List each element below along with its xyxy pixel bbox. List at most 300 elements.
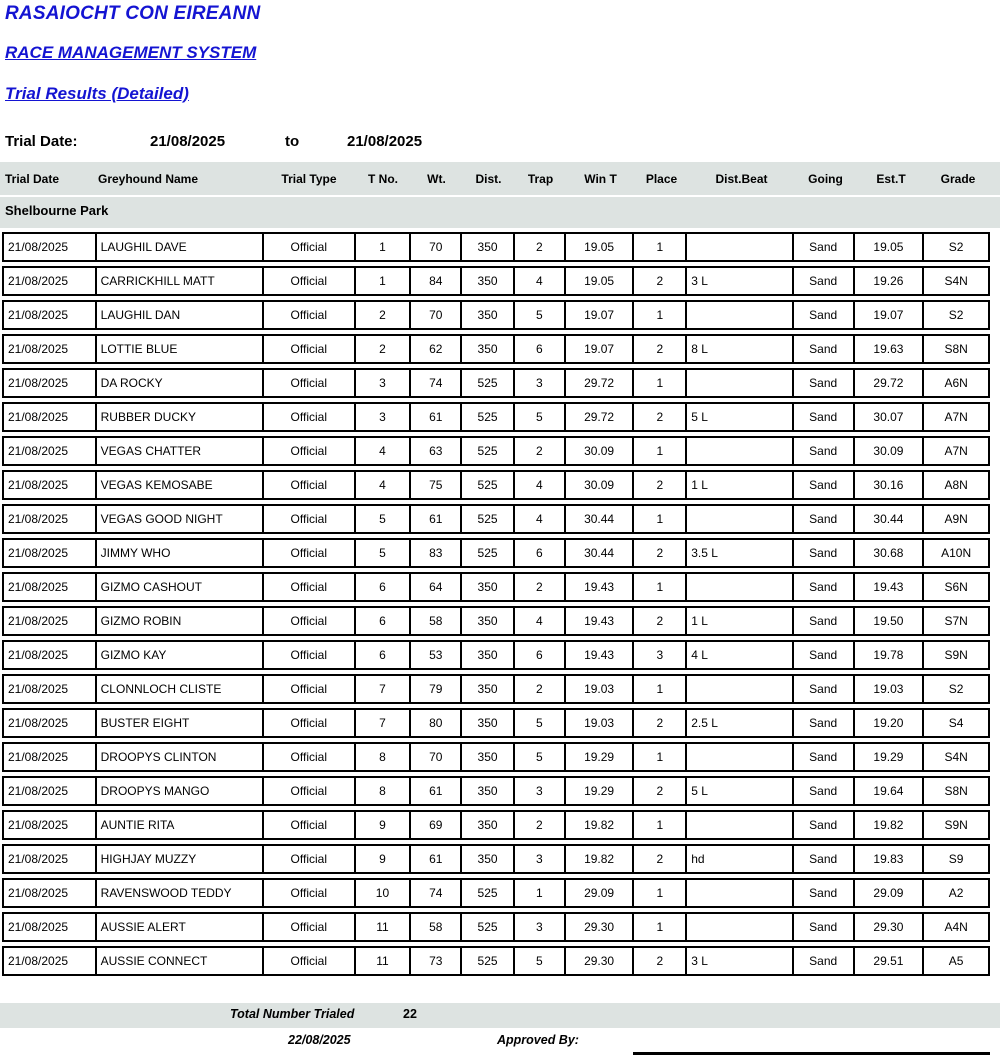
table-cell: 1 bbox=[356, 234, 412, 260]
table-cell: 1 bbox=[634, 438, 687, 464]
table-cell: 19.20 bbox=[855, 710, 925, 736]
table-cell: 5 bbox=[515, 302, 566, 328]
table-cell: 19.63 bbox=[855, 336, 925, 362]
table-cell: 21/08/2025 bbox=[4, 744, 97, 770]
table-cell: 1 bbox=[634, 574, 687, 600]
table-cell: 5 bbox=[356, 540, 412, 566]
table-cell: S2 bbox=[948, 682, 964, 696]
table-cell: VEGAS KEMOSABE bbox=[97, 472, 264, 498]
table-cell: Official bbox=[264, 880, 356, 906]
column-header: Win T bbox=[584, 171, 617, 186]
approved-by-label: Approved By: bbox=[497, 1033, 579, 1047]
table-cell: A7N bbox=[944, 444, 968, 458]
table-cell: Sand bbox=[794, 336, 855, 362]
total-trialed-value: 22 bbox=[403, 1007, 417, 1021]
table-cell: Official bbox=[264, 506, 356, 532]
table-cell: Sand bbox=[794, 404, 855, 430]
table-cell: 19.50 bbox=[855, 608, 925, 634]
table-cell: 19.82 bbox=[566, 812, 635, 838]
table-cell: Official bbox=[264, 608, 356, 634]
table-cell: Sand bbox=[794, 268, 855, 294]
table-cell: 2 bbox=[634, 336, 687, 362]
table-cell: RAVENSWOOD TEDDY bbox=[97, 880, 264, 906]
table-cell: 3 bbox=[634, 642, 687, 668]
table-row bbox=[2, 436, 990, 466]
table-cell: 2 bbox=[515, 234, 566, 260]
table-cell bbox=[687, 880, 794, 906]
table-cell: 5 bbox=[515, 744, 566, 770]
table-cell: Sand bbox=[794, 506, 855, 532]
table-cell: S8N bbox=[944, 784, 968, 798]
table-cell: 19.29 bbox=[855, 744, 925, 770]
table-cell: 4 bbox=[356, 472, 412, 498]
table-cell: 30.44 bbox=[566, 506, 635, 532]
table-cell: 3 bbox=[515, 370, 566, 396]
table-cell: S4N bbox=[944, 750, 968, 764]
table-cell: Official bbox=[264, 710, 356, 736]
table-cell: 61 bbox=[411, 404, 462, 430]
table-cell: 30.07 bbox=[855, 404, 925, 430]
table-cell: 29.72 bbox=[855, 370, 925, 396]
table-cell: 525 bbox=[462, 404, 515, 430]
table-cell bbox=[687, 302, 794, 328]
table-cell: 19.05 bbox=[855, 234, 925, 260]
table-cell: 29.72 bbox=[566, 404, 635, 430]
table-cell: 1 bbox=[634, 234, 687, 260]
table-cell: 525 bbox=[462, 914, 515, 940]
table-cell: 3 bbox=[515, 914, 566, 940]
table-cell: 1 bbox=[634, 812, 687, 838]
table-cell: 53 bbox=[411, 642, 462, 668]
table-cell: Sand bbox=[794, 302, 855, 328]
column-header: Est.T bbox=[876, 171, 906, 186]
table-cell: 350 bbox=[462, 234, 515, 260]
table-cell: 2 bbox=[634, 472, 687, 498]
table-cell: 21/08/2025 bbox=[4, 302, 97, 328]
table-cell: 4 bbox=[515, 608, 566, 634]
table-cell: Official bbox=[264, 302, 356, 328]
table-cell: 84 bbox=[411, 268, 462, 294]
table-cell: A10N bbox=[941, 546, 972, 560]
table-cell: 80 bbox=[411, 710, 462, 736]
table-cell bbox=[687, 234, 794, 260]
table-cell: 21/08/2025 bbox=[4, 438, 97, 464]
table-cell: HIGHJAY MUZZY bbox=[97, 846, 264, 872]
table-cell: 5 L bbox=[687, 778, 794, 804]
table-cell: 8 bbox=[356, 778, 412, 804]
table-cell: DROOPYS MANGO bbox=[97, 778, 264, 804]
table-cell: Sand bbox=[794, 914, 855, 940]
table-cell: 9 bbox=[356, 812, 412, 838]
table-cell: 19.03 bbox=[566, 676, 635, 702]
column-header: Place bbox=[645, 171, 678, 186]
table-cell: Official bbox=[264, 472, 356, 498]
table-cell: 525 bbox=[462, 880, 515, 906]
table-cell: 9 bbox=[356, 846, 412, 872]
table-cell: JIMMY WHO bbox=[97, 540, 264, 566]
table-cell: A4N bbox=[944, 920, 968, 934]
table-cell: 21/08/2025 bbox=[4, 234, 97, 260]
table-cell: 1 bbox=[634, 370, 687, 396]
table-cell: 30.44 bbox=[855, 506, 925, 532]
table-cell: 1 bbox=[515, 880, 566, 906]
table-cell: A5 bbox=[948, 954, 964, 968]
table-cell: Sand bbox=[794, 846, 855, 872]
table-cell: 350 bbox=[462, 676, 515, 702]
table-cell: 29.09 bbox=[566, 880, 635, 906]
table-cell: Sand bbox=[794, 778, 855, 804]
table-cell bbox=[687, 676, 794, 702]
table-cell: DA ROCKY bbox=[97, 370, 264, 396]
table-cell: A6N bbox=[944, 376, 968, 390]
table-cell: 21/08/2025 bbox=[4, 846, 97, 872]
table-cell: 2 bbox=[515, 676, 566, 702]
table-row bbox=[2, 946, 990, 976]
table-cell: Official bbox=[264, 846, 356, 872]
table-cell: Official bbox=[264, 744, 356, 770]
table-cell: 2.5 L bbox=[687, 710, 794, 736]
table-cell: 1 L bbox=[687, 472, 794, 498]
table-cell: 5 bbox=[515, 710, 566, 736]
table-cell: 350 bbox=[462, 642, 515, 668]
trial-date-to: 21/08/2025 bbox=[347, 133, 423, 150]
table-cell: 19.05 bbox=[566, 268, 635, 294]
column-header: Dist. bbox=[475, 171, 502, 186]
table-cell: RUBBER DUCKY bbox=[97, 404, 264, 430]
table-cell: Sand bbox=[794, 472, 855, 498]
table-cell: 21/08/2025 bbox=[4, 472, 97, 498]
table-cell: VEGAS CHATTER bbox=[97, 438, 264, 464]
table-cell: GIZMO KAY bbox=[97, 642, 264, 668]
table-cell: 58 bbox=[411, 608, 462, 634]
table-cell: 11 bbox=[356, 914, 412, 940]
table-cell: 74 bbox=[411, 370, 462, 396]
table-cell: 1 bbox=[634, 914, 687, 940]
table-cell: A7N bbox=[944, 410, 968, 424]
table-cell: 2 bbox=[634, 710, 687, 736]
table-cell: 19.03 bbox=[855, 676, 925, 702]
table-cell: Official bbox=[264, 336, 356, 362]
table-cell: Sand bbox=[794, 710, 855, 736]
table-cell: Sand bbox=[794, 540, 855, 566]
table-body bbox=[0, 232, 990, 980]
table-cell: S4N bbox=[944, 274, 968, 288]
table-cell: S9 bbox=[948, 852, 964, 866]
column-header: T No. bbox=[368, 171, 398, 186]
table-cell: 19.29 bbox=[566, 778, 635, 804]
table-cell: 29.51 bbox=[855, 948, 925, 974]
table-cell: 21/08/2025 bbox=[4, 540, 97, 566]
signature-line bbox=[633, 1052, 990, 1055]
table-cell: Sand bbox=[794, 948, 855, 974]
table-cell: Official bbox=[264, 234, 356, 260]
table-cell: Official bbox=[264, 404, 356, 430]
table-cell: 21/08/2025 bbox=[4, 642, 97, 668]
table-cell: 69 bbox=[411, 812, 462, 838]
table-cell: 350 bbox=[462, 302, 515, 328]
table-cell: 19.82 bbox=[855, 812, 925, 838]
table-cell: 3 bbox=[515, 846, 566, 872]
table-cell: S2 bbox=[948, 308, 964, 322]
table-cell: 30.09 bbox=[566, 438, 635, 464]
table-cell: 21/08/2025 bbox=[4, 268, 97, 294]
table-cell: 73 bbox=[411, 948, 462, 974]
table-cell: 3 bbox=[356, 404, 412, 430]
column-header: Wt. bbox=[427, 171, 446, 186]
table-row bbox=[2, 776, 990, 806]
table-cell: Sand bbox=[794, 608, 855, 634]
table-cell: 1 bbox=[634, 744, 687, 770]
table-cell bbox=[687, 744, 794, 770]
trial-date-label: Trial Date: bbox=[5, 133, 78, 150]
table-header-band bbox=[0, 162, 1000, 195]
table-cell: GIZMO ROBIN bbox=[97, 608, 264, 634]
table-cell: 2 bbox=[515, 574, 566, 600]
table-cell: Official bbox=[264, 948, 356, 974]
table-cell: 350 bbox=[462, 744, 515, 770]
table-cell: Official bbox=[264, 914, 356, 940]
table-cell: Sand bbox=[794, 744, 855, 770]
table-cell: 4 bbox=[515, 506, 566, 532]
table-cell: Official bbox=[264, 370, 356, 396]
table-cell: A9N bbox=[944, 512, 968, 526]
table-cell: 30.09 bbox=[855, 438, 925, 464]
table-row bbox=[2, 878, 990, 908]
table-cell: S8N bbox=[944, 342, 968, 356]
table-cell: 19.78 bbox=[855, 642, 925, 668]
table-cell: Official bbox=[264, 268, 356, 294]
table-cell: S9N bbox=[944, 648, 968, 662]
table-cell: S4 bbox=[948, 716, 964, 730]
trial-date-from: 21/08/2025 bbox=[150, 133, 226, 150]
table-cell: 6 bbox=[515, 642, 566, 668]
table-cell: Official bbox=[264, 574, 356, 600]
table-cell: 525 bbox=[462, 540, 515, 566]
table-cell: 3 L bbox=[687, 268, 794, 294]
table-cell: 8 L bbox=[687, 336, 794, 362]
table-cell: LAUGHIL DAVE bbox=[97, 234, 264, 260]
table-cell: 29.30 bbox=[855, 914, 925, 940]
table-cell: 21/08/2025 bbox=[4, 710, 97, 736]
table-row bbox=[2, 640, 990, 670]
organisation-title: RASAIOCHT CON EIREANN bbox=[5, 3, 261, 24]
table-cell: 525 bbox=[462, 438, 515, 464]
table-cell: 1 L bbox=[687, 608, 794, 634]
table-cell: 61 bbox=[411, 846, 462, 872]
table-cell: S2 bbox=[948, 240, 964, 254]
table-cell: LAUGHIL DAN bbox=[97, 302, 264, 328]
table-cell bbox=[687, 438, 794, 464]
table-cell: 2 bbox=[634, 948, 687, 974]
table-cell: LOTTIE BLUE bbox=[97, 336, 264, 362]
table-cell: 21/08/2025 bbox=[4, 676, 97, 702]
total-trialed-label: Total Number Trialed bbox=[230, 1007, 355, 1021]
table-cell: Sand bbox=[794, 370, 855, 396]
table-cell: 64 bbox=[411, 574, 462, 600]
table-cell: 350 bbox=[462, 778, 515, 804]
table-cell: 21/08/2025 bbox=[4, 812, 97, 838]
table-row bbox=[2, 266, 990, 296]
table-cell bbox=[687, 506, 794, 532]
table-cell: Official bbox=[264, 438, 356, 464]
table-cell: 2 bbox=[634, 268, 687, 294]
table-cell: CLONNLOCH CLISTE bbox=[97, 676, 264, 702]
table-cell: Sand bbox=[794, 880, 855, 906]
table-cell: hd bbox=[687, 846, 794, 872]
table-cell: 19.07 bbox=[855, 302, 925, 328]
table-cell: 4 bbox=[515, 472, 566, 498]
table-cell: 2 bbox=[634, 846, 687, 872]
table-cell: DROOPYS CLINTON bbox=[97, 744, 264, 770]
table-row bbox=[2, 300, 990, 330]
table-cell: 1 bbox=[356, 268, 412, 294]
table-row bbox=[2, 470, 990, 500]
report-title: Trial Results (Detailed) bbox=[5, 84, 189, 103]
column-header: Greyhound Name bbox=[98, 171, 199, 186]
table-cell: 2 bbox=[634, 540, 687, 566]
table-cell: Official bbox=[264, 778, 356, 804]
table-cell: A8N bbox=[944, 478, 968, 492]
table-cell: VEGAS GOOD NIGHT bbox=[97, 506, 264, 532]
column-header: Going bbox=[808, 171, 843, 186]
table-header-row bbox=[2, 162, 990, 195]
table-cell: S9N bbox=[944, 818, 968, 832]
track-band bbox=[0, 197, 1000, 228]
column-header: Dist.Beat bbox=[715, 171, 768, 186]
table-cell: 1 bbox=[634, 880, 687, 906]
table-cell: 2 bbox=[515, 438, 566, 464]
table-cell: 4 bbox=[515, 268, 566, 294]
table-cell bbox=[687, 914, 794, 940]
table-cell: 21/08/2025 bbox=[4, 336, 97, 362]
table-cell: 19.05 bbox=[566, 234, 635, 260]
table-cell: 74 bbox=[411, 880, 462, 906]
table-cell: 350 bbox=[462, 812, 515, 838]
table-cell: 7 bbox=[356, 710, 412, 736]
table-row bbox=[2, 232, 990, 262]
table-cell: 21/08/2025 bbox=[4, 506, 97, 532]
table-cell: 525 bbox=[462, 472, 515, 498]
table-cell: 350 bbox=[462, 710, 515, 736]
table-cell: 5 bbox=[515, 948, 566, 974]
column-header: Grade bbox=[940, 171, 976, 186]
table-cell: 6 bbox=[356, 642, 412, 668]
table-cell: 525 bbox=[462, 506, 515, 532]
table-cell: 30.44 bbox=[566, 540, 635, 566]
table-cell: 3 bbox=[515, 778, 566, 804]
table-cell: A2 bbox=[948, 886, 964, 900]
table-cell: Sand bbox=[794, 812, 855, 838]
table-cell: 63 bbox=[411, 438, 462, 464]
table-row bbox=[2, 334, 990, 364]
table-cell: 2 bbox=[356, 336, 412, 362]
table-cell: 30.09 bbox=[566, 472, 635, 498]
table-cell: AUSSIE ALERT bbox=[97, 914, 264, 940]
column-header: Trap bbox=[527, 171, 554, 186]
trial-date-to-label: to bbox=[285, 133, 300, 150]
table-cell: 70 bbox=[411, 302, 462, 328]
table-cell: Sand bbox=[794, 438, 855, 464]
table-cell: 350 bbox=[462, 574, 515, 600]
table-cell: 21/08/2025 bbox=[4, 404, 97, 430]
table-cell: 62 bbox=[411, 336, 462, 362]
table-cell: 29.30 bbox=[566, 914, 635, 940]
table-cell: 30.16 bbox=[855, 472, 925, 498]
table-cell: 19.83 bbox=[855, 846, 925, 872]
table-cell: 525 bbox=[462, 948, 515, 974]
table-cell: 350 bbox=[462, 268, 515, 294]
table-cell: 19.26 bbox=[855, 268, 925, 294]
table-cell: 21/08/2025 bbox=[4, 370, 97, 396]
table-cell: 29.09 bbox=[855, 880, 925, 906]
table-row bbox=[2, 368, 990, 398]
table-cell: 19.43 bbox=[566, 574, 635, 600]
table-cell: 2 bbox=[634, 778, 687, 804]
table-cell: 70 bbox=[411, 234, 462, 260]
table-cell: Sand bbox=[794, 234, 855, 260]
table-cell: 19.43 bbox=[566, 642, 635, 668]
table-cell: 21/08/2025 bbox=[4, 880, 97, 906]
system-title: RACE MANAGEMENT SYSTEM bbox=[5, 43, 257, 62]
table-row bbox=[2, 912, 990, 942]
table-cell: Official bbox=[264, 676, 356, 702]
table-cell: 21/08/2025 bbox=[4, 914, 97, 940]
table-cell bbox=[687, 574, 794, 600]
table-cell: AUSSIE CONNECT bbox=[97, 948, 264, 974]
table-cell: 3 bbox=[356, 370, 412, 396]
table-cell: 30.68 bbox=[855, 540, 925, 566]
table-row bbox=[2, 538, 990, 568]
table-cell: Official bbox=[264, 812, 356, 838]
table-cell: BUSTER EIGHT bbox=[97, 710, 264, 736]
table-cell: 21/08/2025 bbox=[4, 574, 97, 600]
table-cell: 525 bbox=[462, 370, 515, 396]
table-cell: 11 bbox=[356, 948, 412, 974]
column-header: Trial Type bbox=[281, 171, 337, 186]
table-cell: CARRICKHILL MATT bbox=[97, 268, 264, 294]
table-cell: 8 bbox=[356, 744, 412, 770]
table-cell: 2 bbox=[634, 404, 687, 430]
table-cell: 19.07 bbox=[566, 336, 635, 362]
table-row bbox=[2, 674, 990, 704]
table-row bbox=[2, 708, 990, 738]
table-cell: S7N bbox=[944, 614, 968, 628]
table-cell: Sand bbox=[794, 642, 855, 668]
table-row bbox=[2, 606, 990, 636]
table-cell: 79 bbox=[411, 676, 462, 702]
table-cell: S6N bbox=[944, 580, 968, 594]
table-cell: Official bbox=[264, 642, 356, 668]
table-cell: 19.82 bbox=[566, 846, 635, 872]
table-cell: 10 bbox=[356, 880, 412, 906]
table-row bbox=[2, 504, 990, 534]
table-cell: 61 bbox=[411, 778, 462, 804]
table-cell: 1 bbox=[634, 506, 687, 532]
table-cell: 3 L bbox=[687, 948, 794, 974]
table-cell: 5 bbox=[356, 506, 412, 532]
table-cell: AUNTIE RITA bbox=[97, 812, 264, 838]
table-cell: 29.30 bbox=[566, 948, 635, 974]
table-cell: 83 bbox=[411, 540, 462, 566]
table-cell: 21/08/2025 bbox=[4, 948, 97, 974]
table-row bbox=[2, 742, 990, 772]
table-cell: 19.29 bbox=[566, 744, 635, 770]
table-cell: 75 bbox=[411, 472, 462, 498]
column-header: Trial Date bbox=[5, 171, 60, 186]
table-cell: 58 bbox=[411, 914, 462, 940]
table-cell: 350 bbox=[462, 846, 515, 872]
table-cell: 4 bbox=[356, 438, 412, 464]
